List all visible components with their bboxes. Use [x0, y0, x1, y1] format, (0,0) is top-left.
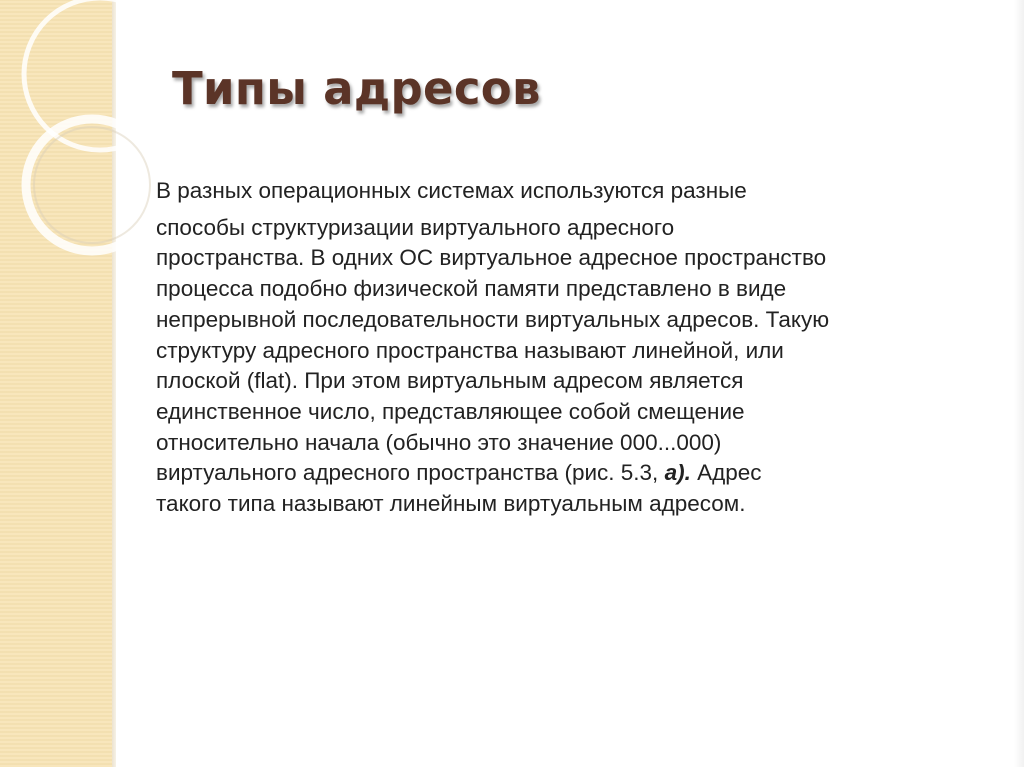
body-line-10 — [156, 458, 1016, 489]
slide-body-text — [156, 176, 1016, 520]
body-line-10-end: Адрес — [690, 460, 762, 486]
body-line-6: структуру адресного пространства называют линейной, или — [156, 337, 784, 363]
body-line-10-text: виртуального адресного пространства (рис. 5.3, — [156, 460, 665, 486]
slide-title: Типы адресов — [172, 62, 541, 115]
figure-reference: а). — [664, 460, 691, 486]
decorative-ring-lower-inner — [34, 127, 150, 243]
body-line-5: непрерывной последовательности виртуальных адресов. Такую — [156, 306, 830, 332]
body-line-2: способы структуризации виртуального адресного — [156, 214, 675, 240]
body-line-1: В разных операционных системах используются разные — [156, 178, 747, 203]
body-line-3: пространства. В одних ОС виртуальное адресное пространство — [156, 245, 827, 271]
body-line-8: единственное число, представляющее собой смещение — [156, 398, 745, 424]
body-line-9: относительно начала (обычно это значение 000...000) — [156, 429, 722, 455]
body-line-11: такого типа называют линейным виртуальным адресом. — [156, 491, 746, 517]
decorative-ring-lower — [26, 119, 158, 251]
body-line-4: процесса подобно физической памяти представлено в виде — [156, 276, 787, 302]
body-line-7: плоской (flat). При этом виртуальным адресом является — [156, 368, 744, 394]
